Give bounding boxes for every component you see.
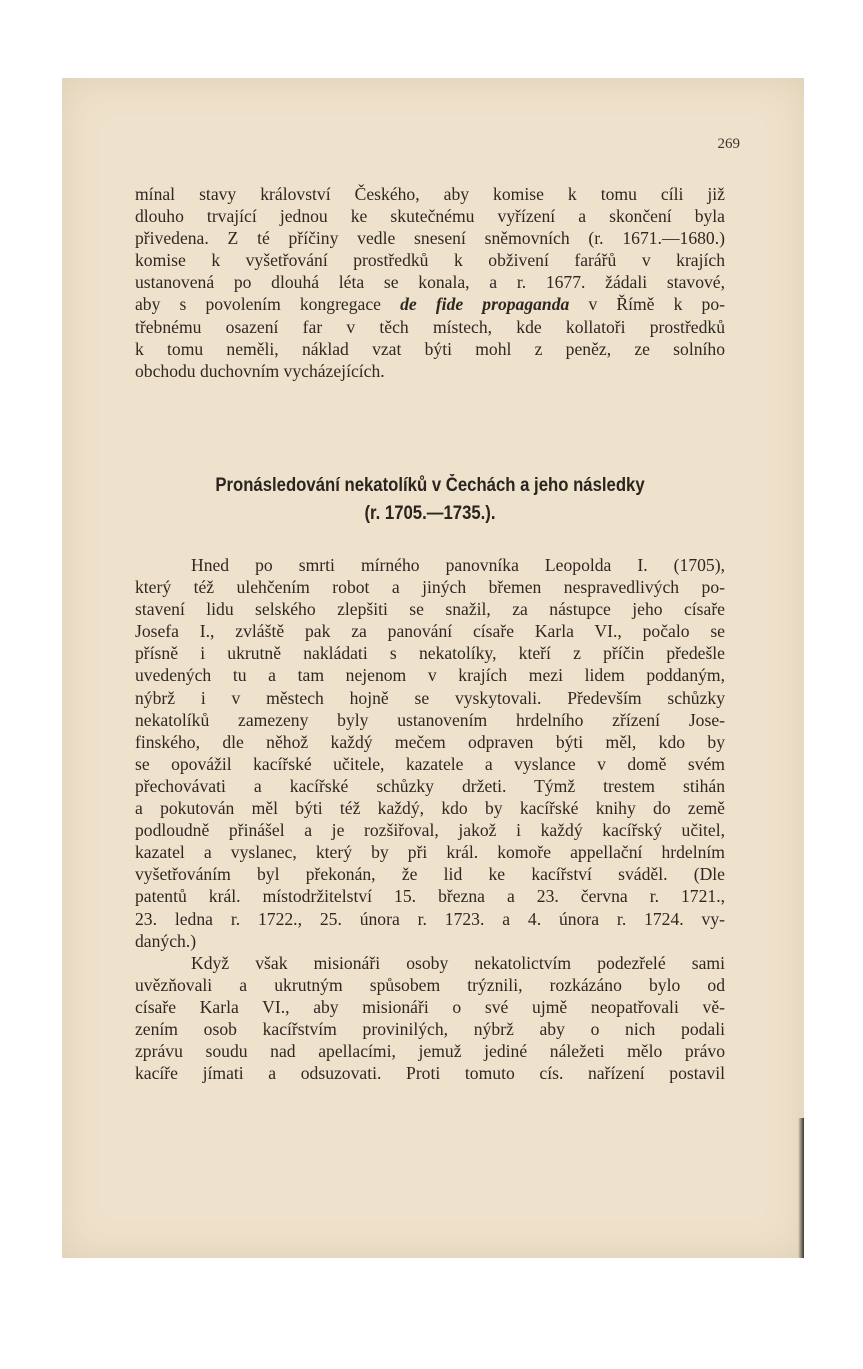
- text-line: stavení lidu selského zlepšiti se snažil, za nástupce jeho císaře: [135, 599, 725, 620]
- heading-line: Pronásledování nekatolíků v Čechách a jeho následky: [215, 475, 645, 496]
- text-line: komise k vyšetřování prostředků k obživení farářů v krajích: [135, 250, 725, 271]
- text-line: k tomu neměli, náklad vzat býti mohl z peněz, ze solního: [135, 338, 725, 359]
- text-line: nekatolíků zamezeny byly ustanovením hrdelního zřízení Jose-: [135, 709, 725, 730]
- text-line: třebnému osazení far v těch místech, kde kollatoři prostředků: [135, 316, 725, 337]
- paragraph-2: [135, 952, 725, 1085]
- text-line: kazatel a vyslanec, který by při král. komoře appellační hrdelním: [135, 842, 725, 863]
- text-line: vyšetřováním byl překonán, že lid ke kacířství sváděl. (Dle: [135, 864, 725, 885]
- italic-phrase: de fide propaganda: [400, 294, 570, 315]
- text-line: patentů král. místodržitelství 15. března a 23. června r. 1721.,: [135, 886, 725, 907]
- text-fragment: v Římě k po-: [569, 294, 725, 315]
- text-line: ustanovená po dlouhá léta se konala, a r. 1677. žádali stavové,: [135, 272, 725, 293]
- text-line: podloudně přinášel a je rozšiřoval, jakož i každý kacířský učitel,: [135, 820, 725, 841]
- text-line: císaře Karla VI., aby misionáři o své ujmě neopatřovali vě-: [135, 997, 725, 1018]
- text-line: daných.): [135, 930, 197, 951]
- text-line: zprávu soudu nad apellacími, jemuž jediné náležeti mělo právo: [135, 1041, 725, 1062]
- page-edge-shadow: [798, 1118, 804, 1258]
- text-line: a pokutován měl býti též každý, kdo by kacířské knihy do země: [135, 798, 725, 819]
- intro-paragraph: [135, 183, 725, 382]
- text-line: nýbrž i v městech hojně se vyskytovali. Především schůzky: [135, 687, 725, 708]
- text-line: zením osob kacířstvím provinilých, nýbrž aby o nich podali: [135, 1019, 725, 1040]
- text-line: přechovávati a kacířské schůzky držeti. Týmž trestem stihán: [135, 775, 725, 796]
- text-line: který též ulehčením robot a jiných břemen nespravedlivých po-: [135, 577, 725, 598]
- text-line: přísně i ukrutně nakládati s nekatolíky, kteří z příčin předešle: [135, 643, 725, 664]
- text-line: Hned po smrti mírného panovníka Leopolda I. (1705),: [191, 555, 725, 575]
- text-line: obchodu duchovním vycházejících.: [135, 360, 385, 381]
- page-number: 269: [717, 136, 740, 152]
- text-line: uvedených tu a tam nejenom v krajích mezi lidem poddaným,: [135, 665, 725, 686]
- text-line: Když však misionáři osoby nekatolictvím podezřelé sami: [191, 953, 725, 973]
- heading-line: (r. 1705.—1735.).: [364, 503, 496, 524]
- text-line: finského, dle něhož každý mečem odpraven býti měl, kdo by: [135, 731, 725, 752]
- text-line: přivedena. Z té příčiny vedle snesení sněmovních (r. 1671.—1680.): [135, 228, 725, 249]
- paragraph-1: [135, 554, 725, 952]
- text-line: kacíře jímati a odsuzovati. Proti tomuto cís. nařízení postavil: [135, 1063, 725, 1084]
- text-line: se opovážil kacířské učitele, kazatele a vyslance v domě svém: [135, 753, 725, 774]
- text-line: dlouho trvající jednou ke skutečnému vyřízení a skončení byla: [135, 206, 725, 227]
- text-line: 23. ledna r. 1722., 25. února r. 1723. a 4. února r. 1724. vy-: [135, 908, 725, 929]
- text-fragment: aby s povolením kongregace: [135, 294, 401, 315]
- text-line: mínal stavy království Českého, aby komise k tomu cíli již: [135, 184, 725, 204]
- text-line: Josefa I., zvláště pak za panování císaře Karla VI., počalo se: [135, 621, 725, 642]
- text-line: [135, 293, 725, 315]
- text-line: uvězňovali a ukrutným spůsobem trýznili, rozkázáno bylo od: [135, 975, 725, 996]
- section-heading: [170, 472, 689, 528]
